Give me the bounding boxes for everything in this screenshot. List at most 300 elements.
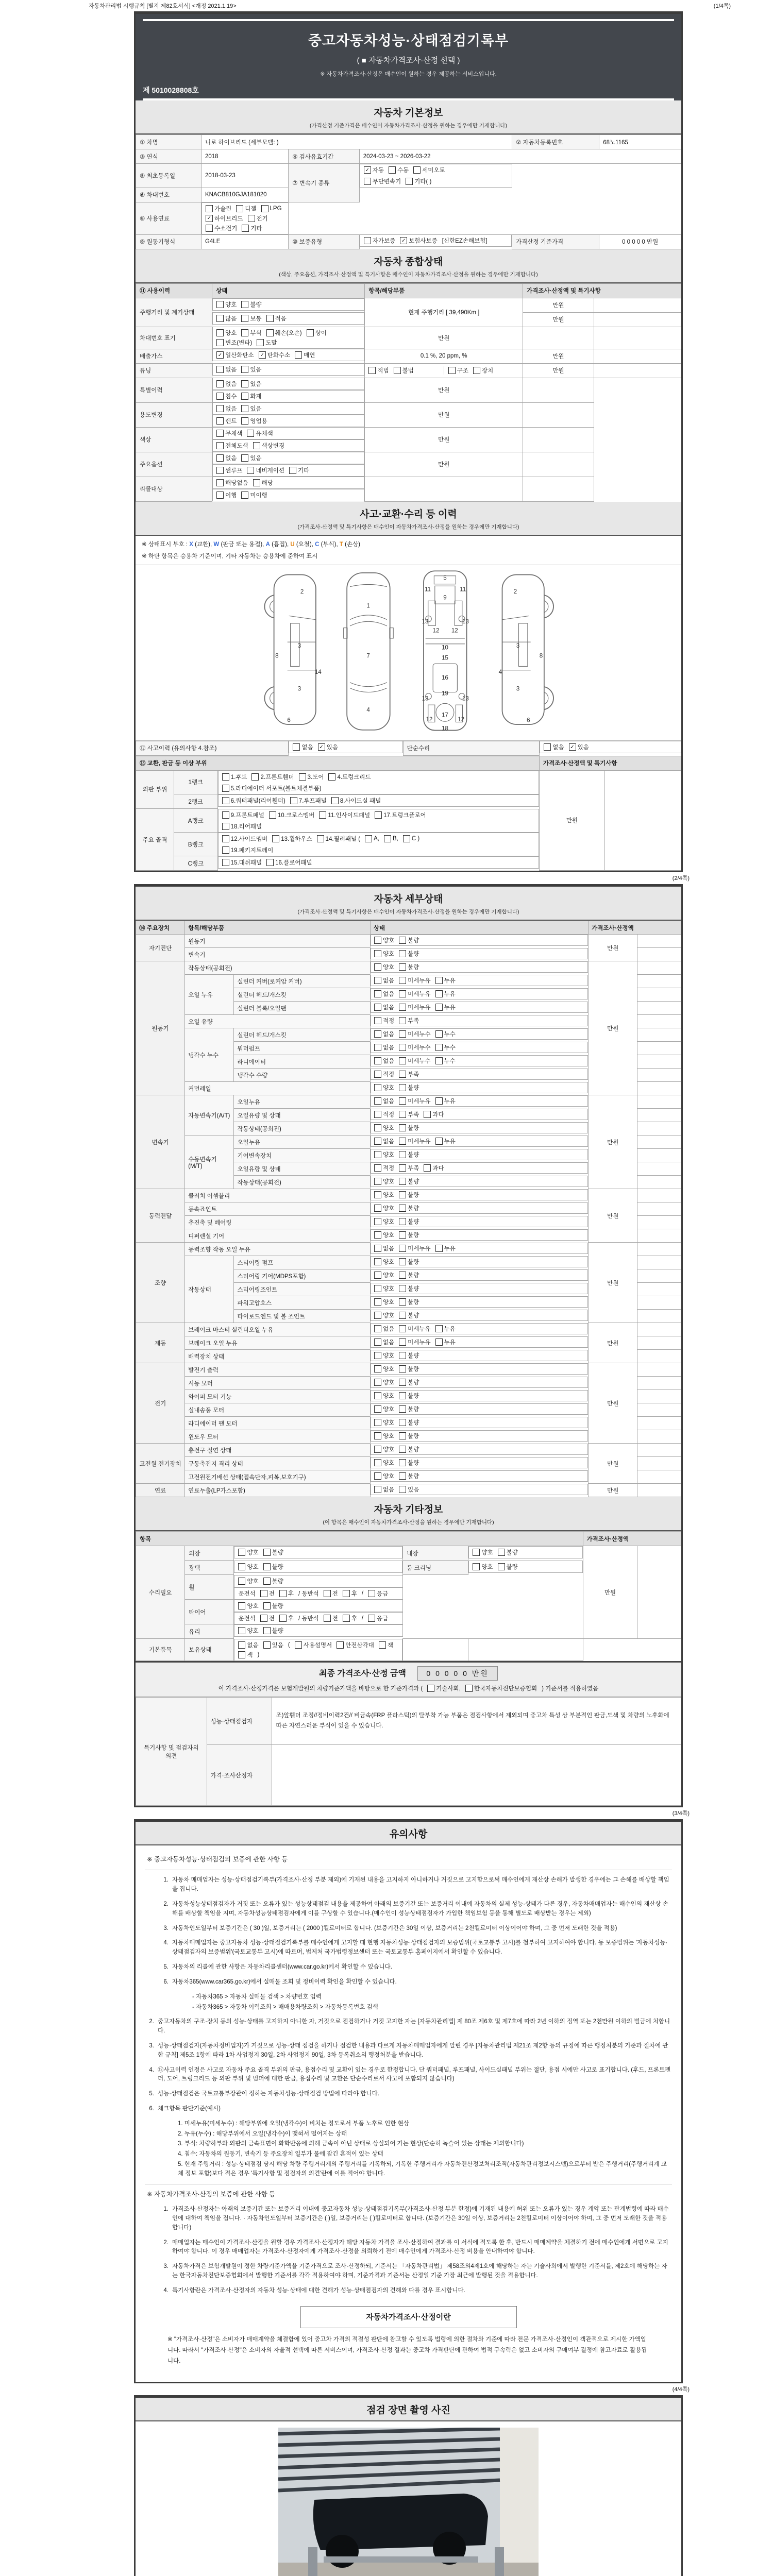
- checkbox[interactable]: [216, 430, 224, 437]
- checkbox[interactable]: [399, 1486, 406, 1493]
- checkbox[interactable]: [238, 1549, 245, 1556]
- checkbox[interactable]: [399, 1097, 406, 1105]
- checkbox[interactable]: [435, 977, 443, 984]
- checkbox[interactable]: [216, 380, 224, 387]
- checkbox-label: 불량: [408, 1366, 419, 1372]
- checkbox[interactable]: [241, 405, 248, 412]
- checkbox[interactable]: [206, 225, 213, 232]
- form-header: [136, 14, 681, 100]
- checkbox-label: 탄화수소: [267, 352, 291, 359]
- checkbox-label: 기타( ): [414, 179, 432, 185]
- checkbox[interactable]: [435, 1325, 443, 1332]
- checkbox-label: 불량: [272, 1628, 283, 1634]
- checkbox[interactable]: [374, 1124, 381, 1131]
- checkbox-group: [371, 1377, 588, 1388]
- checkbox[interactable]: [544, 743, 551, 751]
- checkbox-label: 양호: [382, 1084, 395, 1091]
- checkbox[interactable]: [368, 1590, 375, 1597]
- checkbox[interactable]: [374, 1164, 381, 1172]
- checkbox-label: 부식: [250, 330, 262, 336]
- checkbox[interactable]: [374, 990, 381, 997]
- notice-subitem: 5. 현재 주행거리 : 성능·상태점검 당시 해당 차량 주행거리계의 주행거리를 기록하되, 기록한 주행거리가 자동차전산정보처리조직(자동차관리정보시스템)으로부터 받은 주행거리(주행거리계 교체 정보 포함)보다 적은 경우 '특기사항 및 점검자의 의견'란에 이를 적어야 합니다.: [178, 2161, 667, 2177]
- checkbox[interactable]: [374, 1486, 381, 1493]
- checkbox[interactable]: [222, 846, 229, 854]
- checkbox[interactable]: [238, 1602, 245, 1609]
- checkbox[interactable]: [374, 1017, 381, 1024]
- item-label: 변속기: [185, 948, 371, 961]
- checkbox[interactable]: [399, 1245, 406, 1252]
- checkbox[interactable]: [261, 205, 268, 212]
- checkbox-group: [371, 1444, 588, 1455]
- checkbox[interactable]: [343, 1590, 350, 1597]
- checkbox[interactable]: [375, 811, 382, 819]
- price-cell: 만원: [523, 298, 594, 312]
- checkbox[interactable]: [399, 1446, 406, 1453]
- checkbox[interactable]: [498, 1549, 505, 1556]
- checkbox-label: 많음: [225, 316, 237, 322]
- checkbox-label: 불량: [408, 1178, 419, 1185]
- checkbox[interactable]: [374, 1030, 381, 1038]
- checkbox[interactable]: [399, 977, 406, 984]
- notice-subitem: - 자동차365 > 자동차 실매물 검색 > 차량번호 입력: [192, 1993, 322, 2000]
- checkbox[interactable]: [374, 1231, 381, 1239]
- checkbox[interactable]: [399, 1379, 406, 1386]
- checkbox-group: [371, 961, 588, 973]
- table-row: [136, 402, 681, 427]
- checkbox[interactable]: [374, 1191, 381, 1198]
- checkbox[interactable]: [241, 492, 248, 499]
- checkbox[interactable]: [253, 442, 260, 449]
- checkbox[interactable]: [374, 1446, 381, 1453]
- checkbox[interactable]: [216, 329, 224, 336]
- checkbox[interactable]: [374, 1365, 381, 1372]
- checkbox[interactable]: [324, 1590, 331, 1597]
- checkbox[interactable]: [236, 205, 243, 212]
- price-cell: 만원: [583, 1546, 637, 1639]
- checkbox[interactable]: [374, 1392, 381, 1399]
- checkbox[interactable]: [241, 301, 248, 308]
- svg-text:9: 9: [443, 594, 447, 601]
- notice-item: 1. 자동차 매매업자는 성능·상태점검기록부(가격조사·산정 부분 제외)에 기재된 내용을 고지하지 아니하거나 거짓으로 고지함으로써 매수인에게 재산상 손해가 발생한 경우에는 그 손해를 배상할 책임을 집니다.: [163, 1877, 669, 1893]
- checkbox[interactable]: [465, 1685, 473, 1692]
- checkbox[interactable]: [406, 178, 413, 185]
- checkbox[interactable]: [241, 380, 248, 387]
- checkbox[interactable]: [374, 1111, 381, 1118]
- checkbox[interactable]: [317, 835, 324, 842]
- checkbox[interactable]: [241, 329, 248, 336]
- notice-section-title: ※ 자동차가격조사·산정의 보증에 관한 사항 등: [147, 2190, 276, 2198]
- checkbox[interactable]: [374, 1218, 381, 1225]
- checkbox[interactable]: [399, 1030, 406, 1038]
- checkbox-label: 후: [288, 1590, 294, 1597]
- notice-subitem: 2. 누유(누수) : 해당부위에서 오일(냉각수)이 맺혀서 떨어지는 상태: [178, 2130, 347, 2137]
- checkbox[interactable]: ✓: [206, 215, 213, 222]
- checkbox-group: [371, 1403, 588, 1415]
- checkbox-label: 부족: [408, 1165, 419, 1172]
- checkbox[interactable]: [299, 773, 306, 781]
- item-label: 워터펌프: [234, 1042, 371, 1055]
- checkbox[interactable]: [403, 835, 410, 842]
- checkbox-label: 훼손(오손): [275, 330, 302, 336]
- checkbox[interactable]: [374, 950, 381, 957]
- checkbox[interactable]: [399, 1231, 406, 1239]
- checkbox[interactable]: [399, 1004, 406, 1011]
- notes-cell: [637, 1269, 681, 1283]
- checkbox[interactable]: [269, 811, 276, 819]
- checkbox-label: 양호: [225, 301, 237, 308]
- svg-text:5: 5: [443, 574, 447, 582]
- checkbox[interactable]: [399, 1111, 406, 1118]
- checkbox[interactable]: [222, 859, 229, 866]
- detail-status-table: [136, 921, 681, 1497]
- checkbox[interactable]: [374, 1178, 381, 1185]
- checkbox[interactable]: [253, 479, 260, 486]
- checkbox[interactable]: [399, 1017, 406, 1024]
- checkbox[interactable]: [374, 937, 381, 944]
- checkbox[interactable]: [247, 430, 254, 437]
- checkbox[interactable]: [374, 1245, 381, 1252]
- checkbox[interactable]: [307, 329, 314, 336]
- svg-text:16: 16: [441, 674, 448, 681]
- checkbox[interactable]: [241, 393, 248, 400]
- checkbox[interactable]: [343, 1615, 350, 1622]
- checkbox[interactable]: [279, 1615, 287, 1622]
- notes-cell: [594, 349, 681, 363]
- field-label: ⑨ 원동기형식: [136, 234, 201, 249]
- checkbox[interactable]: [216, 467, 224, 474]
- section-title: 자동차 기본정보: [374, 108, 443, 118]
- checkbox[interactable]: [399, 990, 406, 997]
- checkbox[interactable]: [498, 1563, 505, 1570]
- notes-cell: [637, 1350, 681, 1363]
- checkbox[interactable]: [473, 1549, 480, 1556]
- checkbox[interactable]: [337, 1641, 344, 1649]
- checkbox[interactable]: [374, 1405, 381, 1413]
- checkbox[interactable]: [263, 1563, 271, 1570]
- price-cell: 만원: [365, 327, 523, 349]
- checkbox-group: [234, 1575, 402, 1587]
- document-number: 제 5010028808호: [143, 80, 674, 100]
- checkbox[interactable]: [374, 1459, 381, 1466]
- checkbox[interactable]: ✓: [569, 743, 576, 751]
- checkbox[interactable]: [374, 1312, 381, 1319]
- checkbox[interactable]: [279, 1590, 287, 1597]
- checkbox-label: 자가보증: [372, 238, 396, 244]
- checkbox[interactable]: [216, 301, 224, 308]
- checkbox[interactable]: ✓: [216, 351, 224, 359]
- checkbox[interactable]: [364, 237, 371, 244]
- checkbox-label: 19.패키지트레이: [230, 847, 274, 854]
- column-header: 상태: [212, 283, 365, 298]
- checkbox[interactable]: [427, 1685, 434, 1692]
- checkbox-group: [360, 164, 512, 188]
- checkbox-label: 양호: [382, 1232, 395, 1239]
- checkbox[interactable]: [247, 467, 254, 474]
- checkbox[interactable]: [399, 1312, 406, 1319]
- checkbox[interactable]: [295, 1641, 302, 1649]
- checkbox-label: 미세누유: [408, 991, 431, 997]
- checkbox[interactable]: [374, 963, 381, 971]
- checkbox[interactable]: [365, 835, 372, 842]
- checkbox-label: 양호: [382, 1192, 395, 1198]
- checkbox[interactable]: [399, 1338, 406, 1346]
- checkbox[interactable]: [263, 1549, 271, 1556]
- checkbox-label: 양호: [382, 938, 395, 944]
- checkbox[interactable]: [374, 1258, 381, 1265]
- checkbox[interactable]: [399, 1178, 406, 1185]
- checkbox[interactable]: [238, 1641, 245, 1649]
- checkbox[interactable]: [266, 315, 274, 322]
- checkbox[interactable]: [424, 1111, 431, 1118]
- checkbox-label: 누유: [444, 1326, 456, 1332]
- checkbox[interactable]: [374, 1084, 381, 1091]
- checkbox[interactable]: [435, 1030, 443, 1038]
- checkbox[interactable]: [435, 1044, 443, 1051]
- checkbox[interactable]: [216, 393, 224, 400]
- checkbox-label: 불량: [408, 1151, 419, 1158]
- checkbox[interactable]: [293, 743, 300, 751]
- checkbox[interactable]: [399, 1365, 406, 1372]
- checkbox[interactable]: [374, 1419, 381, 1426]
- checkbox[interactable]: [222, 811, 229, 819]
- field-label: ⑤ 최초등록일: [136, 164, 201, 188]
- section-title: 자동차 종합상태: [374, 256, 443, 267]
- checkbox[interactable]: [399, 1151, 406, 1158]
- checkbox[interactable]: [374, 1138, 381, 1145]
- notes-cell: [604, 770, 681, 871]
- svg-text:10: 10: [441, 644, 448, 651]
- table-row: [136, 378, 681, 402]
- checkbox[interactable]: [216, 405, 224, 412]
- checkbox[interactable]: [216, 339, 224, 346]
- notes-cell: [637, 1028, 681, 1042]
- checkbox[interactable]: [399, 1205, 406, 1212]
- checkbox[interactable]: [374, 1151, 381, 1158]
- item-label: 와이퍼 모터 기능: [185, 1390, 371, 1403]
- checkbox[interactable]: [251, 773, 259, 781]
- basic-info-header: [136, 100, 681, 134]
- checkbox[interactable]: [399, 963, 406, 971]
- checkbox[interactable]: [399, 1057, 406, 1064]
- column-header: ⑪ 사용이력: [136, 283, 212, 298]
- table-row: [136, 770, 681, 794]
- checkbox[interactable]: [368, 1615, 375, 1622]
- checkbox[interactable]: [238, 1563, 245, 1570]
- checkbox[interactable]: [399, 1191, 406, 1198]
- checkbox[interactable]: [368, 367, 376, 374]
- checkbox-label: 15.대쉬패널: [230, 859, 262, 866]
- checkbox[interactable]: ✓: [318, 743, 325, 751]
- checkbox[interactable]: [379, 1641, 386, 1649]
- checkbox[interactable]: [399, 1272, 406, 1279]
- checkbox[interactable]: [399, 1325, 406, 1332]
- checkbox[interactable]: [216, 442, 224, 449]
- checkbox[interactable]: [222, 823, 229, 830]
- checkbox[interactable]: [399, 1084, 406, 1091]
- table-header-row: [136, 921, 681, 935]
- checkbox[interactable]: [435, 1138, 443, 1145]
- checkbox[interactable]: [324, 1615, 331, 1622]
- checkbox-label: 누유: [444, 977, 456, 984]
- checkbox[interactable]: [374, 1338, 381, 1346]
- checkbox[interactable]: [266, 329, 274, 336]
- group-label: 주요 골격: [136, 809, 174, 871]
- checkbox-label: 양호: [382, 1393, 395, 1399]
- checkbox[interactable]: [374, 1205, 381, 1212]
- checkbox[interactable]: [399, 1459, 406, 1466]
- checkbox[interactable]: [290, 797, 297, 804]
- checkbox[interactable]: [257, 339, 264, 346]
- svg-text:15: 15: [441, 654, 448, 661]
- checkbox-label: 없음: [225, 406, 237, 412]
- checkbox[interactable]: ✓: [364, 166, 371, 174]
- checkbox[interactable]: [399, 1432, 406, 1439]
- checkbox[interactable]: [374, 1285, 381, 1292]
- checkbox[interactable]: [435, 1004, 443, 1011]
- checkbox[interactable]: [399, 1405, 406, 1413]
- table-row: [136, 363, 681, 378]
- checkbox[interactable]: [263, 1578, 271, 1585]
- checkbox[interactable]: [399, 1258, 406, 1265]
- checkbox[interactable]: ✓: [400, 237, 407, 244]
- notes-cell: [637, 961, 681, 975]
- checkbox[interactable]: [331, 797, 339, 804]
- checkbox[interactable]: [435, 1338, 443, 1346]
- checkbox-label: 일산화탄소: [225, 352, 254, 359]
- subgroup-label: 작동상태: [185, 1256, 234, 1323]
- checkbox-group: [371, 1015, 588, 1026]
- checkbox[interactable]: [216, 417, 224, 425]
- checkbox[interactable]: [399, 1472, 406, 1480]
- checkbox[interactable]: [399, 1218, 406, 1225]
- checkbox[interactable]: [374, 1004, 381, 1011]
- final-price-label: 최종 가격조사·산정 금액: [319, 1669, 406, 1678]
- checkbox[interactable]: [266, 859, 274, 866]
- checkbox[interactable]: [389, 166, 396, 174]
- checkbox[interactable]: [216, 315, 224, 322]
- checkbox[interactable]: [260, 1590, 267, 1597]
- checkbox[interactable]: [399, 937, 406, 944]
- checkbox[interactable]: [399, 1419, 406, 1426]
- checkbox-label: 없음: [382, 1245, 395, 1252]
- checkbox[interactable]: [206, 205, 213, 212]
- checkbox[interactable]: [399, 1392, 406, 1399]
- checkbox[interactable]: [399, 1352, 406, 1359]
- checkbox[interactable]: [222, 797, 229, 804]
- checkbox[interactable]: ✓: [259, 351, 266, 359]
- checkbox[interactable]: [424, 1164, 431, 1172]
- checkbox[interactable]: [374, 1057, 381, 1064]
- checkbox[interactable]: [473, 1563, 480, 1570]
- checkbox[interactable]: [374, 1352, 381, 1359]
- item-label: 등속죠인트: [185, 1202, 371, 1216]
- checkbox[interactable]: [263, 1602, 271, 1609]
- checkbox-label: 누수: [444, 1058, 456, 1064]
- checkbox[interactable]: [399, 1164, 406, 1172]
- checkbox-label: 있음: [408, 1486, 419, 1493]
- checkbox-label: 전체도색: [225, 443, 248, 449]
- checkbox[interactable]: [374, 1432, 381, 1439]
- checkbox[interactable]: [435, 1097, 443, 1105]
- checkbox[interactable]: [263, 1627, 271, 1634]
- checkbox[interactable]: [399, 1124, 406, 1131]
- checkbox[interactable]: [399, 1071, 406, 1078]
- checkbox[interactable]: [289, 467, 296, 474]
- checkbox[interactable]: [364, 178, 371, 185]
- checkbox[interactable]: [241, 454, 248, 462]
- checkbox[interactable]: [216, 479, 224, 486]
- checkbox[interactable]: [222, 835, 229, 842]
- checkbox[interactable]: [374, 1298, 381, 1306]
- checkbox[interactable]: [216, 492, 224, 499]
- checkbox[interactable]: [374, 1379, 381, 1386]
- checkbox[interactable]: [374, 1272, 381, 1279]
- checkbox-group: [212, 378, 364, 390]
- checkbox[interactable]: [241, 315, 248, 322]
- checkbox[interactable]: [448, 367, 456, 374]
- item-label: 커먼레일: [185, 1082, 371, 1095]
- checkbox[interactable]: [248, 215, 255, 222]
- checkbox-group: [212, 427, 364, 439]
- checkbox-label: 미세누유: [408, 977, 431, 984]
- checkbox[interactable]: [328, 773, 335, 781]
- checkbox[interactable]: [272, 835, 279, 842]
- checkbox[interactable]: [394, 367, 401, 374]
- checkbox[interactable]: [399, 1298, 406, 1306]
- checkbox[interactable]: [435, 1057, 443, 1064]
- checkbox[interactable]: [295, 351, 302, 359]
- checkbox[interactable]: [435, 1245, 443, 1252]
- checkbox[interactable]: [241, 366, 248, 373]
- checkbox[interactable]: [374, 1472, 381, 1480]
- checkbox[interactable]: [238, 1627, 245, 1634]
- checkbox[interactable]: [399, 950, 406, 957]
- checkbox[interactable]: [374, 1097, 381, 1105]
- checkbox[interactable]: [384, 835, 391, 842]
- checkbox[interactable]: [319, 811, 326, 819]
- checkbox[interactable]: [216, 454, 224, 462]
- checkbox[interactable]: [238, 1651, 245, 1658]
- checkbox[interactable]: [222, 773, 229, 781]
- notice-list: [160, 1876, 672, 2012]
- checkbox[interactable]: [242, 225, 249, 232]
- checkbox-group: [371, 1149, 588, 1160]
- table-row: [136, 164, 681, 188]
- checkbox-label: 양호: [225, 330, 237, 336]
- notes-cell: [637, 1417, 681, 1430]
- checkbox[interactable]: [241, 417, 248, 425]
- checkbox[interactable]: [413, 166, 421, 174]
- checkbox[interactable]: [238, 1578, 245, 1585]
- checkbox-label: 1.후드: [230, 774, 247, 781]
- checkbox[interactable]: [473, 367, 480, 374]
- checkbox[interactable]: [374, 1044, 381, 1051]
- checkbox[interactable]: [435, 990, 443, 997]
- checkbox[interactable]: [399, 1138, 406, 1145]
- checkbox[interactable]: [374, 977, 381, 984]
- checkbox[interactable]: [399, 1285, 406, 1292]
- checkbox[interactable]: [374, 1325, 381, 1332]
- checkbox[interactable]: [222, 785, 229, 792]
- checkbox[interactable]: [399, 1044, 406, 1051]
- checkbox[interactable]: [263, 1641, 271, 1649]
- checkbox-label: 불량: [250, 301, 262, 308]
- checkbox[interactable]: [216, 366, 224, 373]
- checkbox[interactable]: [260, 1615, 267, 1622]
- checkbox[interactable]: [374, 1071, 381, 1078]
- checkbox-label: A,: [374, 835, 379, 842]
- checkbox-label: 미세누유: [408, 1245, 431, 1252]
